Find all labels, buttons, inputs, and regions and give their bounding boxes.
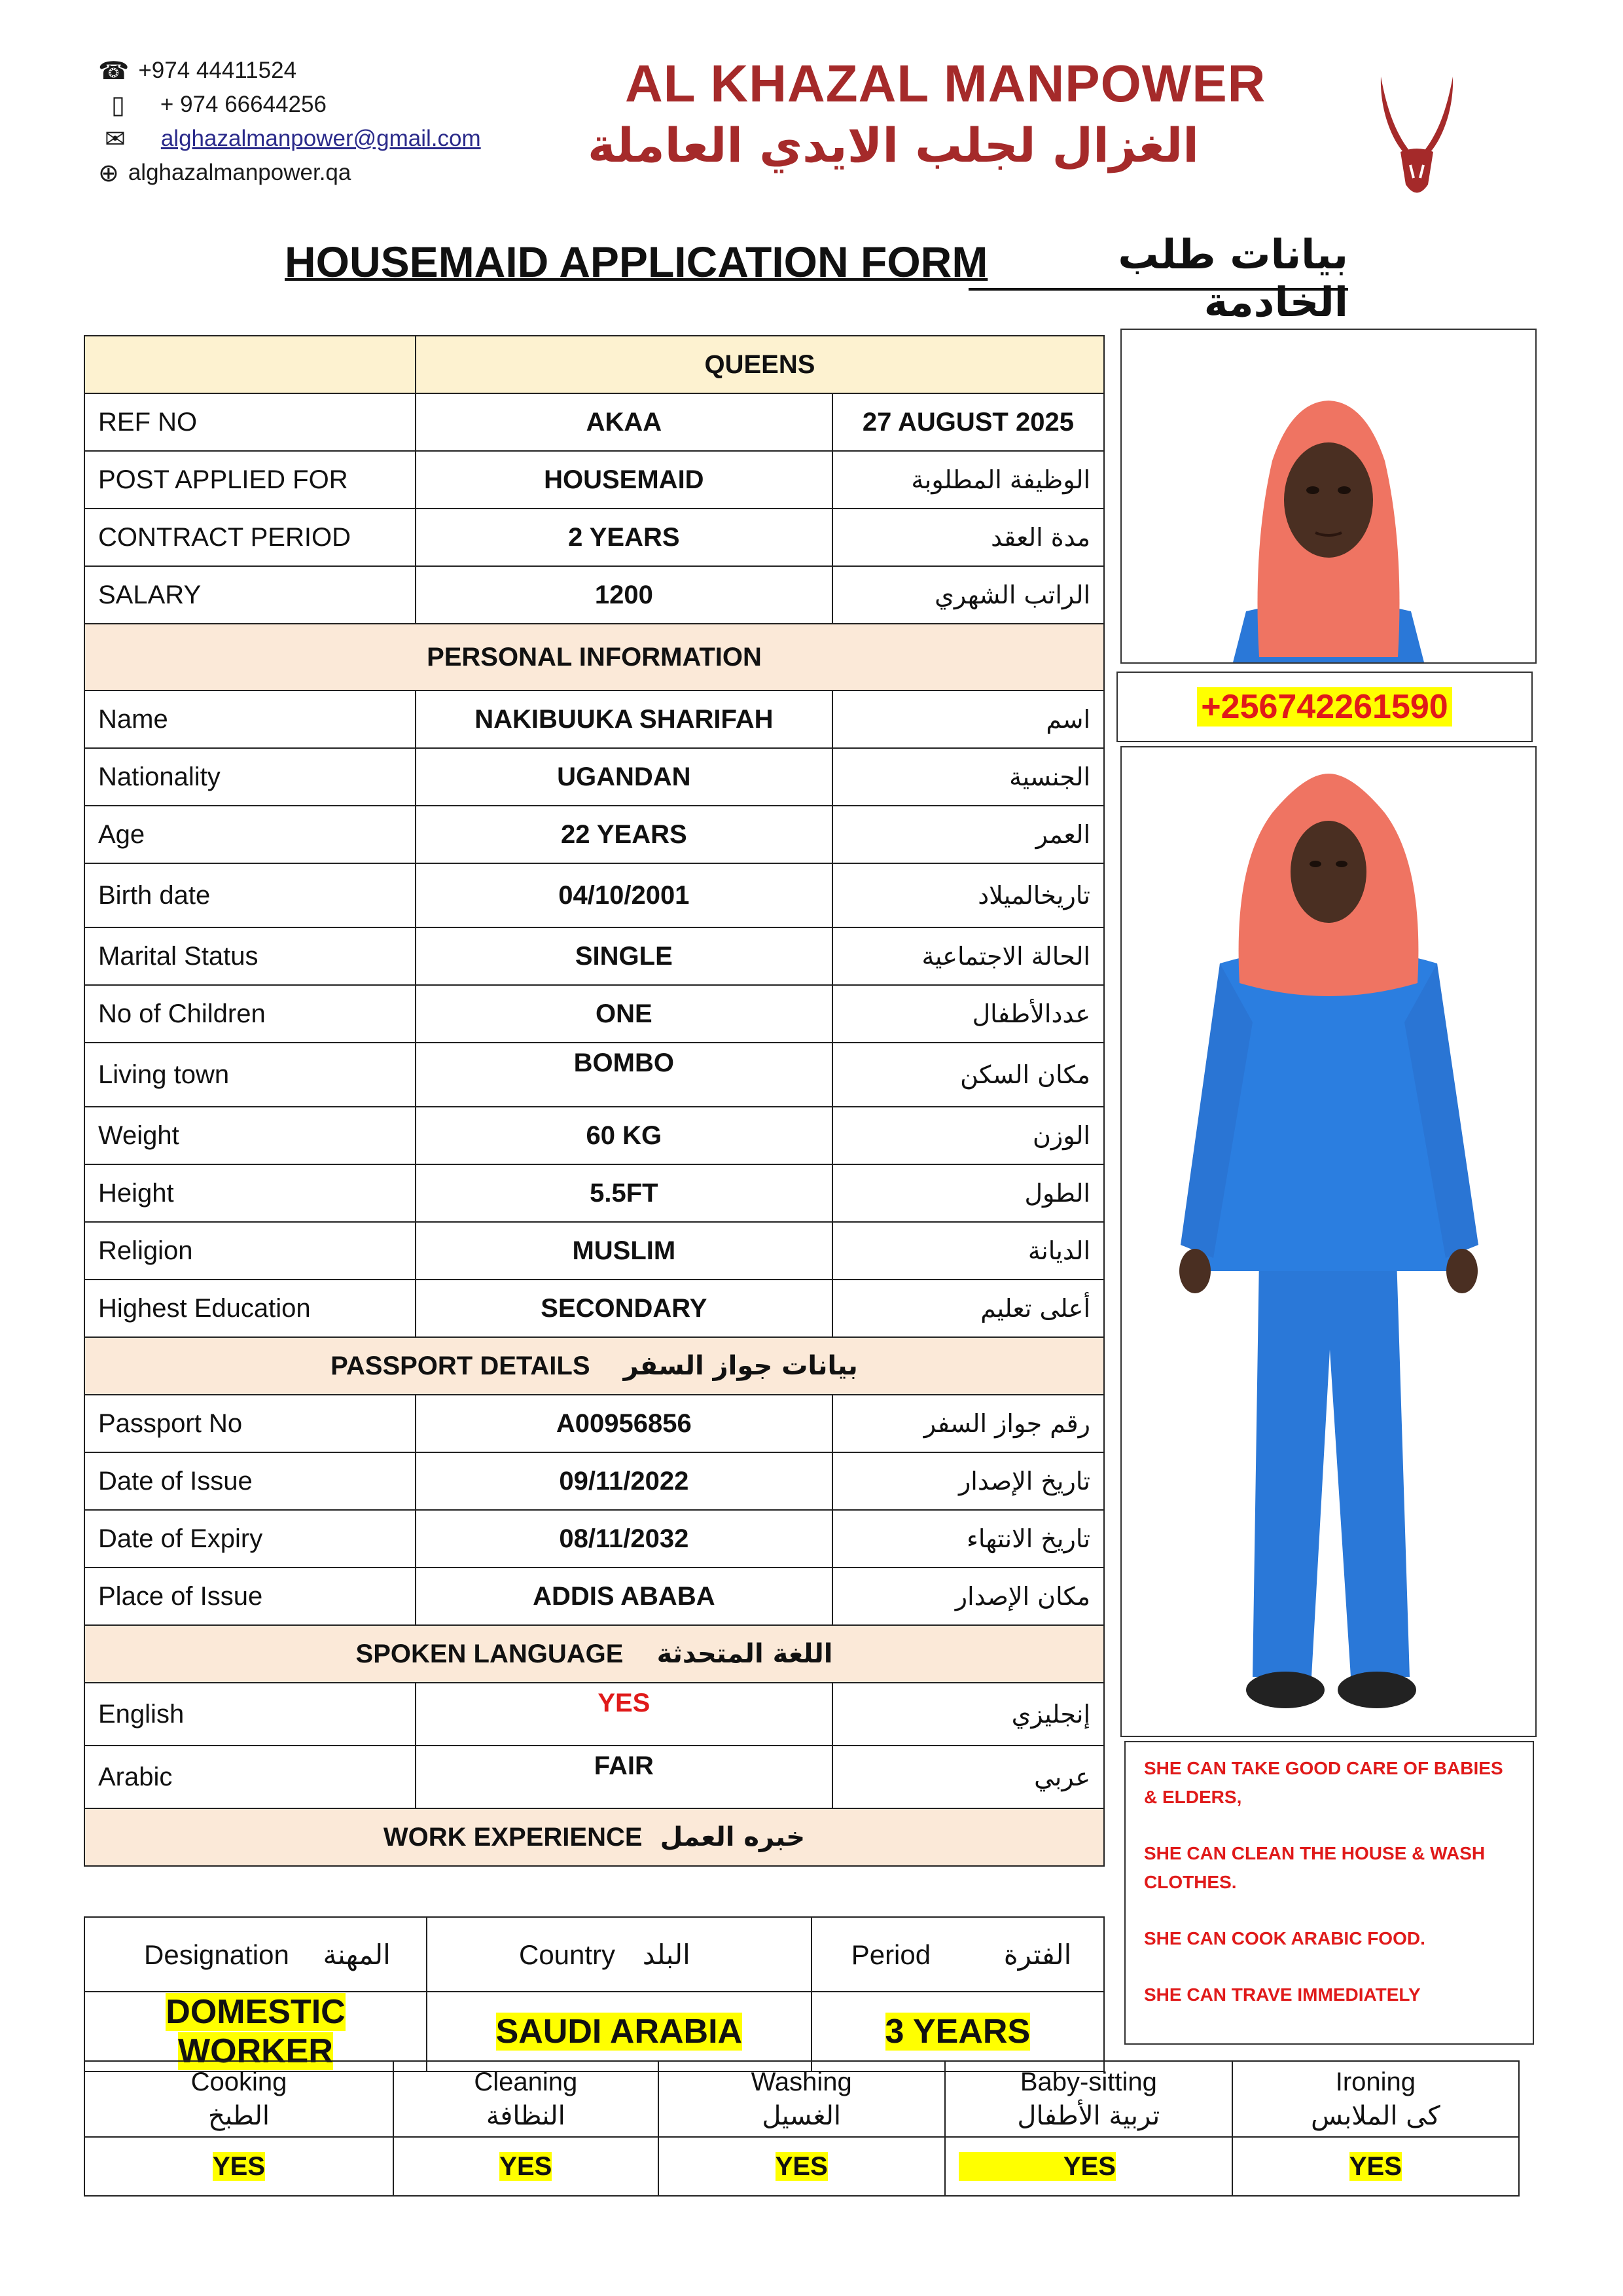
col-label-en: Country [518, 1939, 616, 1970]
row-label-ar: الوظيفة المطلوبة [832, 451, 1104, 509]
email-link[interactable]: alghazalmanpower@gmail.com [160, 126, 481, 151]
agency-name: QUEENS [416, 336, 1104, 393]
brand-name-en: AL KHAZAL MANPOWER [625, 54, 1266, 113]
passport-header [84, 1337, 1104, 1395]
experience-header-en: WORK EXPERIENCE [383, 1823, 643, 1852]
agency-blank-cell [84, 336, 416, 393]
row-value: 22 YEARS [416, 806, 832, 863]
ref-date: 27 AUGUST 2025 [832, 393, 1104, 451]
experience-header [84, 1808, 1104, 1866]
table-row [84, 806, 1104, 863]
table-row [84, 1222, 1104, 1280]
row-label-ar: مكان الإصدار [832, 1568, 1104, 1625]
duty-value [393, 2137, 658, 2196]
row-label: Date of Expiry [84, 1510, 416, 1568]
landline-text: +974 44411524 [138, 58, 297, 83]
headshot-illustration [1122, 330, 1535, 662]
duty-ironing [1232, 2061, 1519, 2137]
ref-value: AKAA [416, 393, 832, 451]
row-label-ar: الطول [832, 1164, 1104, 1222]
row-label-ar: إنجليزي [832, 1683, 1104, 1746]
phone-icon: ☎ [98, 56, 130, 85]
duty-label-en: Washing [751, 2068, 852, 2096]
table-row [84, 985, 1104, 1043]
row-value: UGANDAN [416, 748, 832, 806]
period-col [812, 1917, 1104, 1992]
country-col [427, 1917, 812, 1992]
form-title-en: HOUSEMAID APPLICATION FORM [285, 238, 988, 286]
table-row [84, 451, 1104, 509]
period-value [812, 1992, 1104, 2072]
mobile-icon: ▯ [111, 90, 125, 119]
row-label: Date of Issue [84, 1452, 416, 1510]
period-text: 3 YEARS [885, 2013, 1031, 2051]
row-value: 2 YEARS [416, 509, 832, 566]
language-header [84, 1625, 1104, 1683]
country-value [427, 1992, 812, 2072]
row-label: Passport No [84, 1395, 416, 1452]
duty-value-text: YES [499, 2151, 552, 2181]
mobile-row [111, 90, 327, 119]
row-label: Religion [84, 1222, 416, 1280]
duty-label-en: Baby-sitting [1020, 2068, 1157, 2096]
row-label-ar: الحالة الاجتماعية [832, 927, 1104, 985]
row-value: SINGLE [416, 927, 832, 985]
row-label: Nationality [84, 748, 416, 806]
table-row [84, 1164, 1104, 1222]
row-value: 1200 [416, 566, 832, 624]
row-label-ar: رقم جواز السفر [832, 1395, 1104, 1452]
duty-label-en: Cooking [190, 2068, 287, 2096]
duty-washing [658, 2061, 945, 2137]
duty-value [945, 2137, 1232, 2196]
duty-value-text: YES [213, 2151, 266, 2181]
row-value: 08/11/2032 [416, 1510, 832, 1568]
skill-note: SHE CAN CLEAN THE HOUSE & WASH CLOTHES. [1144, 1843, 1486, 1892]
skills-notes-box [1124, 1741, 1534, 2045]
candidate-phone[interactable]: +256742261590 [1197, 687, 1452, 726]
row-value: A00956856 [416, 1395, 832, 1452]
row-label: Height [84, 1164, 416, 1222]
row-value: NAKIBUUKA SHARIFAH [416, 691, 832, 748]
mobile-text: + 974 66644256 [160, 92, 327, 117]
designation-value [84, 1992, 427, 2072]
table-row [84, 566, 1104, 624]
email-row[interactable] [105, 124, 481, 153]
duties-value-row [84, 2137, 1519, 2196]
row-label: Name [84, 691, 416, 748]
row-value: SECONDARY [416, 1280, 832, 1337]
table-row [84, 1746, 1104, 1808]
designation-text: DOMESTIC WORKER [166, 1993, 346, 2070]
table-row [84, 509, 1104, 566]
table-row [84, 1683, 1104, 1746]
table-row [84, 1043, 1104, 1107]
table-row [84, 863, 1104, 927]
duty-label-en: Cleaning [474, 2068, 578, 2096]
row-label: Arabic [84, 1746, 416, 1808]
table-row [84, 1568, 1104, 1625]
row-label-ar: عربي [832, 1746, 1104, 1808]
phone-box [1116, 672, 1533, 742]
table-row [84, 1452, 1104, 1510]
skill-note: SHE CAN COOK ARABIC FOOD. [1144, 1928, 1425, 1948]
duties-header-row [84, 2061, 1519, 2137]
col-label-en: Designation [144, 1939, 289, 1970]
duty-label-ar: الطبخ [208, 2101, 270, 2131]
application-table [84, 335, 1105, 1867]
duty-label-ar: الغسيل [762, 2101, 842, 2131]
brand-name-ar: الغزال لجلب الايدي العاملة [588, 118, 1199, 173]
duty-value [658, 2137, 945, 2196]
row-value: ONE [416, 985, 832, 1043]
row-label-ar: الجنسية [832, 748, 1104, 806]
duty-label-ar: کی الملابس [1311, 2101, 1440, 2131]
row-value: BOMBO [416, 1043, 832, 1107]
landline-row [98, 56, 296, 85]
row-value: 60 KG [416, 1107, 832, 1164]
globe-icon: ⊕ [98, 158, 119, 187]
envelope-icon: ✉ [105, 124, 126, 153]
table-row [84, 927, 1104, 985]
row-label: CONTRACT PERIOD [84, 509, 416, 566]
headshot-photo [1120, 329, 1537, 664]
duty-value-text: YES [1349, 2151, 1402, 2181]
experience-columns [84, 1917, 1104, 1992]
duty-label-en: Ironing [1335, 2068, 1416, 2096]
row-label: Age [84, 806, 416, 863]
row-label-ar: تاريخ الإصدار [832, 1452, 1104, 1510]
skill-note: SHE CAN TRAVE IMMEDIATELY [1144, 1984, 1421, 2005]
row-label-ar: الراتب الشهري [832, 566, 1104, 624]
row-value: 5.5FT [416, 1164, 832, 1222]
duty-label-ar: النظافة [486, 2101, 565, 2131]
duty-cooking [84, 2061, 393, 2137]
experience-table [84, 1916, 1105, 2072]
table-row [84, 1280, 1104, 1337]
duty-value [84, 2137, 393, 2196]
row-label: Marital Status [84, 927, 416, 985]
experience-header-ar: خبره العمل [660, 1822, 806, 1852]
table-row [84, 691, 1104, 748]
col-label-ar: الفترة [1003, 1938, 1072, 1971]
row-label-ar: اسم [832, 691, 1104, 748]
website-row[interactable] [98, 158, 351, 187]
personal-info-header: PERSONAL INFORMATION [84, 624, 1104, 691]
col-label-ar: البلد [642, 1938, 690, 1971]
ref-label: REF NO [84, 393, 416, 451]
full-body-photo [1120, 746, 1537, 1737]
duty-value [1232, 2137, 1519, 2196]
language-header-ar: اللغة المتحدثة [656, 1639, 833, 1669]
row-label-ar: مكان السكن [832, 1043, 1104, 1107]
row-value: MUSLIM [416, 1222, 832, 1280]
row-label-ar: تاريخالميلاد [832, 863, 1104, 927]
passport-header-ar: بيانات جواز السفر [623, 1351, 858, 1381]
row-value: 04/10/2001 [416, 863, 832, 927]
form-title-ar: بيانات طلب الخادمة [1118, 230, 1348, 326]
table-row [84, 1107, 1104, 1164]
duty-value-text: YES [775, 2151, 828, 2181]
table-row [84, 748, 1104, 806]
col-label-ar: المهنة [323, 1938, 391, 1971]
passport-header-en: PASSPORT DETAILS [330, 1352, 590, 1380]
experience-row [84, 1992, 1104, 2072]
duty-baby-sitting [945, 2061, 1232, 2137]
row-value: ADDIS ABABA [416, 1568, 832, 1625]
duty-value-text: YES [959, 2152, 1116, 2181]
row-value: FAIR [416, 1746, 832, 1808]
skill-note: SHE CAN TAKE GOOD CARE OF BABIES & ELDERS, [1144, 1758, 1503, 1807]
col-label-en: Period [851, 1939, 931, 1970]
row-label: POST APPLIED FOR [84, 451, 416, 509]
table-row [84, 1510, 1104, 1568]
row-value: HOUSEMAID [416, 451, 832, 509]
row-value: 09/11/2022 [416, 1452, 832, 1510]
full-body-illustration [1122, 747, 1535, 1736]
row-label: Living town [84, 1043, 416, 1107]
row-label: Birth date [84, 863, 416, 927]
duties-table [84, 2060, 1520, 2197]
row-label: No of Children [84, 985, 416, 1043]
row-label-ar: الوزن [832, 1107, 1104, 1164]
country-text: SAUDI ARABIA [495, 2013, 743, 2051]
designation-col [84, 1917, 427, 1992]
row-label: English [84, 1683, 416, 1746]
row-label: SALARY [84, 566, 416, 624]
row-label-ar: عددالأطفال [832, 985, 1104, 1043]
row-label-ar: الديانة [832, 1222, 1104, 1280]
row-label: Weight [84, 1107, 416, 1164]
row-label-ar: مدة العقد [832, 509, 1104, 566]
table-row [84, 1395, 1104, 1452]
row-label-ar: العمر [832, 806, 1104, 863]
row-label: Place of Issue [84, 1568, 416, 1625]
website-link[interactable]: alghazalmanpower.qa [128, 160, 351, 185]
gazelle-logo-icon [1374, 73, 1459, 204]
row-value: YES [416, 1683, 832, 1746]
duty-cleaning [393, 2061, 658, 2137]
duty-label-ar: تربية الأطفال [1017, 2101, 1160, 2131]
language-header-en: SPOKEN LANGUAGE [355, 1640, 624, 1668]
row-label-ar: تاريخ الانتهاء [832, 1510, 1104, 1568]
row-label: Highest Education [84, 1280, 416, 1337]
table-row [84, 393, 1104, 451]
row-label-ar: أعلى تعليم [832, 1280, 1104, 1337]
